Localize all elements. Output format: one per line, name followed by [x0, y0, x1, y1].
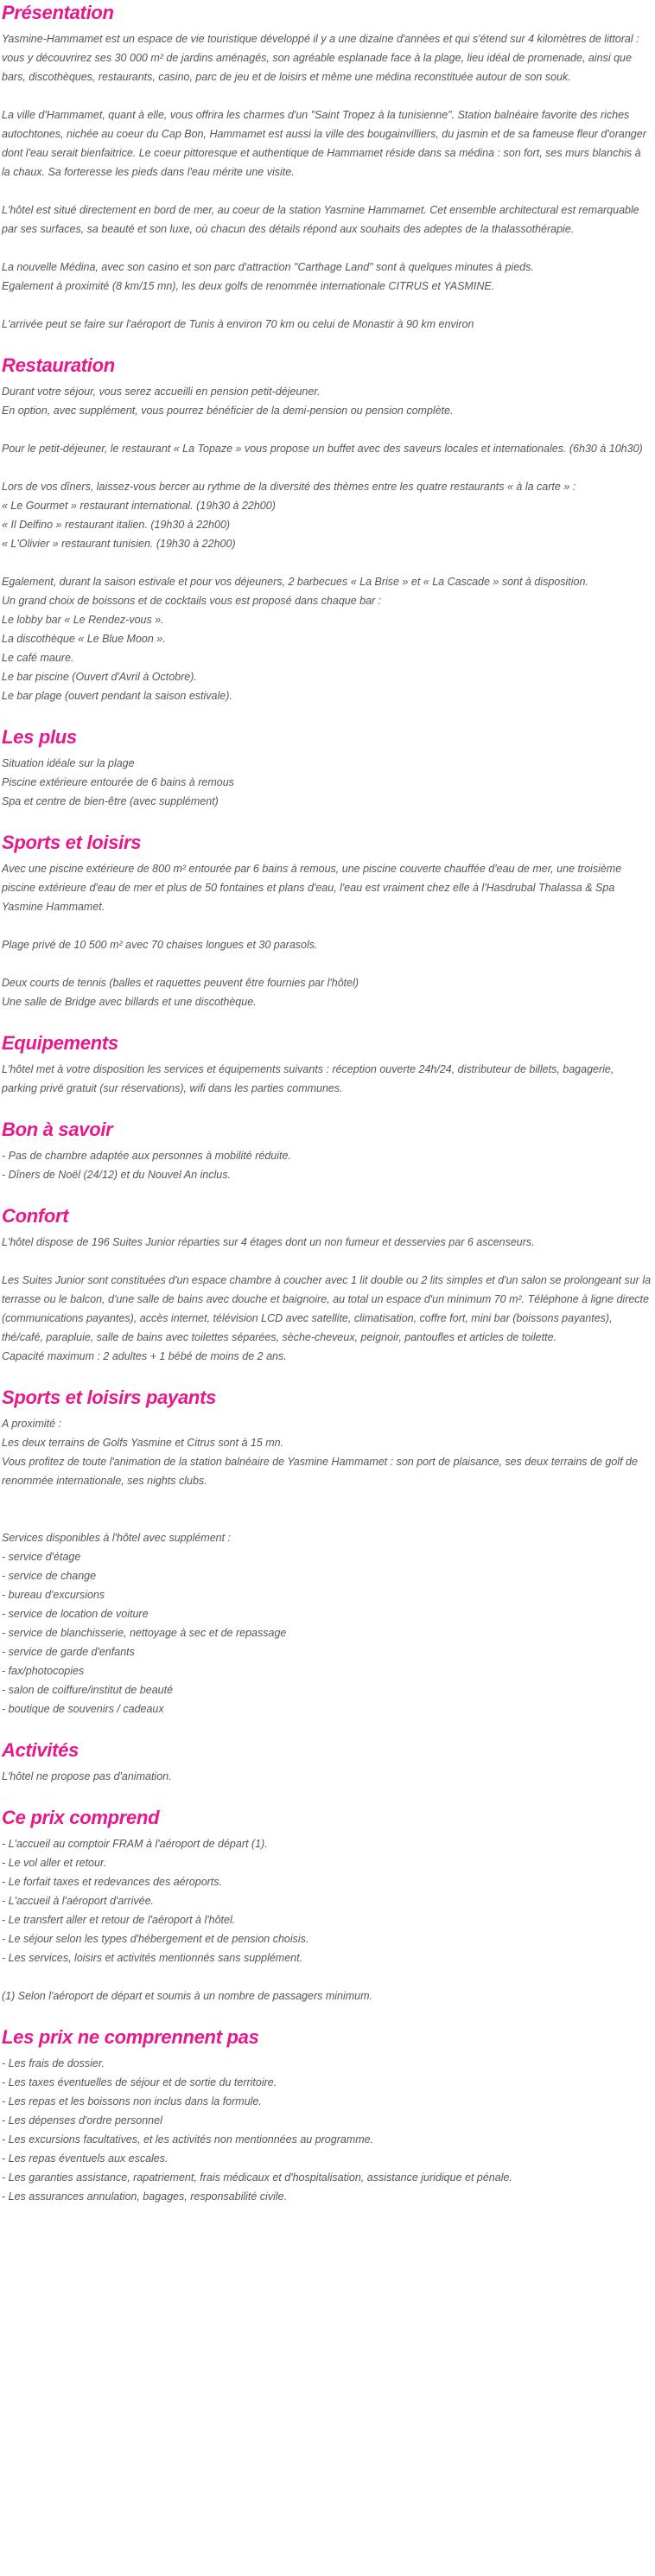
- section-title: Restauration: [2, 354, 115, 376]
- section-text: Avec une piscine extérieure de 800 m² entourée par 6 bains à remous, une piscine couverte chauffée d'eau de mer, une troisième piscine extérieure d'eau de mer et plus de 50 fontaines et plans d'eau, l'eau est vraiment chez elle à l'Hasdrubal Thalassa & Spa Yasmine Hammamet. Plage privé de 10 500 m² avec 70 chaises longues et 30 parasols. Deux courts de tennis (balles et raquettes peuvent être fournies par l'hôtel) Une salle de Bridge avec billards et une discothèque.: [2, 863, 622, 1008]
- section-title: Equipements: [2, 1032, 118, 1054]
- section-activites: [2, 1738, 652, 1786]
- section-title: Les prix ne comprennent pas: [2, 2026, 259, 2048]
- section-title: Présentation: [2, 2, 114, 23]
- section-title: Activités: [2, 1739, 79, 1761]
- section-presentation: [2, 0, 652, 334]
- section-title: Sports et loisirs payants: [2, 1387, 217, 1408]
- section-text: - Les frais de dossier. - Les taxes éventuelles de séjour et de sortie du territoire. - Les repas et les boissons non inclus dans la formule. - Les dépenses d'ordre personnel - Les excursions facultatives, et les activités non mentionnées au programme. - Les repas éventuels aux escales. - Les garanties assistance, rapatriement, frais médicaux et d'hospitalisation, assistance juridique et pénale. - Les assurances annulation, bagages, responsabilité civile.: [2, 2057, 512, 2203]
- section-title: Sports et loisirs: [2, 832, 142, 853]
- section-prix-ne-comprennent-pas: [2, 2024, 652, 2206]
- section-text: A proximité : Les deux terrains de Golfs Yasmine et Citrus sont à 15 mn. Vous profitez de toute l'animation de la station balnéaire de Yasmine Hammamet : son port de plaisance, ses deux terrains de golf de renommée internationale, ses nights clubs. Services disponibles à l'hôtel avec supplément : - service d'étage - service de change - bureau d'excursions - service de location de voiture - service de blanchisserie, nettoyage à sec et de repassage - service de garde d'enfants - fax/photocopies - salon de coiffure/institut de beauté - boutique de souvenirs / cadeaux: [2, 1418, 638, 1715]
- section-text: L'hôtel ne propose pas d'animation.: [2, 1770, 172, 1782]
- section-text: Situation idéale sur la plage Piscine extérieure entourée de 6 bains à remous Spa et centre de bien-être (avec supplément): [2, 757, 234, 807]
- section-text: L'hôtel met à votre disposition les services et équipements suivants : réception ouverte 24h/24, distributeur de billets, bagagerie, parking privé gratuit (sur réservations), wifi dans les parties communes.: [2, 1063, 614, 1094]
- section-sports-loisirs: [2, 830, 652, 1011]
- section-title: Confort: [2, 1205, 69, 1227]
- section-equipements: [2, 1030, 652, 1098]
- section-text: - Pas de chambre adaptée aux personnes à mobilité réduite. - Dîners de Noël (24/12) et du Nouvel An inclus.: [2, 1150, 291, 1181]
- section-bon-a-savoir: [2, 1117, 652, 1184]
- section-ce-prix-comprend: [2, 1805, 652, 2005]
- section-text: Durant votre séjour, vous serez accueilli en pension petit-déjeuner. En option, avec supplément, vous pourrez bénéficier de la demi-pension ou pension complète. Pour le petit-déjeuner, le restaurant « La Topaze » vous propose un buffet avec des saveurs locales et internationales. (6h30 à 10h30) Lors de vos dîners, laissez-vous bercer au rythme de la diversité des thèmes entre les quatre restaurants « à la carte » : « Le Gourmet » restaurant international. (19h30 à 22h00) « Il Delfino » restaurant italien. (19h30 à 22h00) « L'Olivier » restaurant tunisien. (19h30 à 22h00) Egalement, durant la saison estivale et pour vos déjeuners, 2 barbecues « La Brise » et « La Cascade » sont à disposition. Un grand choix de boissons et de cocktails vous est proposé dans chaque bar : Le lobby bar « Le Rendez-vous ». La discothèque « Le Blue Moon ». Le café maure. Le bar piscine (Ouvert d'Avril à Octobre). Le bar plage (ouvert pendant la saison estivale).: [2, 386, 643, 702]
- section-text: - L'accueil au comptoir FRAM à l'aéroport de départ (1). - Le vol aller et retour. - Le forfait taxes et redevances des aéroports. - L'accueil à l'aéroport d'arrivée. - Le transfert aller et retour de l'aéroport à l'hôtel. - Le séjour selon les types d'hébergement et de pension choisis. - Les services, loisirs et activités mentionnés sans supplément. (1) Selon l'aéroport de départ et soumis à un nombre de passagers minimum.: [2, 1838, 372, 2002]
- section-text: Yasmine-Hammamet est un espace de vie touristique développé il y a une dizaine d'années et qui s'étend sur 4 kilomètres de littoral : vous y découvrirez ses 30 000 m² de jardins aménagés, son agréable esplanade face à la plage, lieu idéal de promenade, ainsi que bars, discothèques, restaurants, casino, parc de jeu et de loisirs et même une médina reconstituée autour de son souk. La ville d'Hammamet, quant à elle, vous offrira les charmes d'un "Saint Tropez à la tunisienne". Station balnéaire favorite des riches autochtones, nichée au coeur du Cap Bon, Hammamet est aussi la ville des bougainvilliers, du jasmin et de sa fameuse fleur d'oranger dont l'eau serait bienfaitrice. Le coeur pittoresque et authentique de Hammamet réside dans sa médina : son fort, ses murs blanchis à la chaux. Sa forteresse les pieds dans l'eau mérite une visite. L'hôtel est situé directement en bord de mer, au coeur de la station Yasmine Hammamet. Cet ensemble architectural est remarquable par ses surfaces, sa beauté et son luxe, où chacun des détails répond aux souhaits des adeptes de la thalassothérapie. La nouvelle Médina, avec son casino et son parc d'attraction "Carthage Land" sont à quelques minutes à pieds. Egalement à proximité (8 km/15 mn), les deux golfs de renommée internationale CITRUS et YASMINE. L'arrivée peut se faire sur l'aéroport de Tunis à environ 70 km ou celui de Monastir à 90 km environ: [2, 33, 646, 330]
- section-title: Bon à savoir: [2, 1119, 113, 1140]
- section-title: Ce prix comprend: [2, 1807, 160, 1828]
- section-text: L'hôtel dispose de 196 Suites Junior réparties sur 4 étages dont un non fumeur et desservies par 6 ascenseurs. Les Suites Junior sont constituées d'un espace chambre à coucher avec 1 lit double ou 2 lits simples et d'un salon se prolongeant sur la terrasse ou le balcon, d'une salle de bains avec douche et baignoire, au total un espace d'un minimum 70 m². Téléphone à ligne directe (communications payantes), accès internet, télévision LCD avec satellite, climatisation, coffre fort, mini bar (boissons payantes), thé/café, parapluie, salle de bains avec toilettes séparées, sèche-cheveux, peignoir, pantoufles et articles de toilette. Capacité maximum : 2 adultes + 1 bébé de moins de 2 ans.: [2, 1236, 652, 1362]
- section-title: Les plus: [2, 726, 77, 748]
- section-confort: [2, 1203, 652, 1366]
- section-sports-loisirs-payants: [2, 1385, 652, 1718]
- section-restauration: [2, 353, 652, 705]
- section-les-plus: [2, 724, 652, 811]
